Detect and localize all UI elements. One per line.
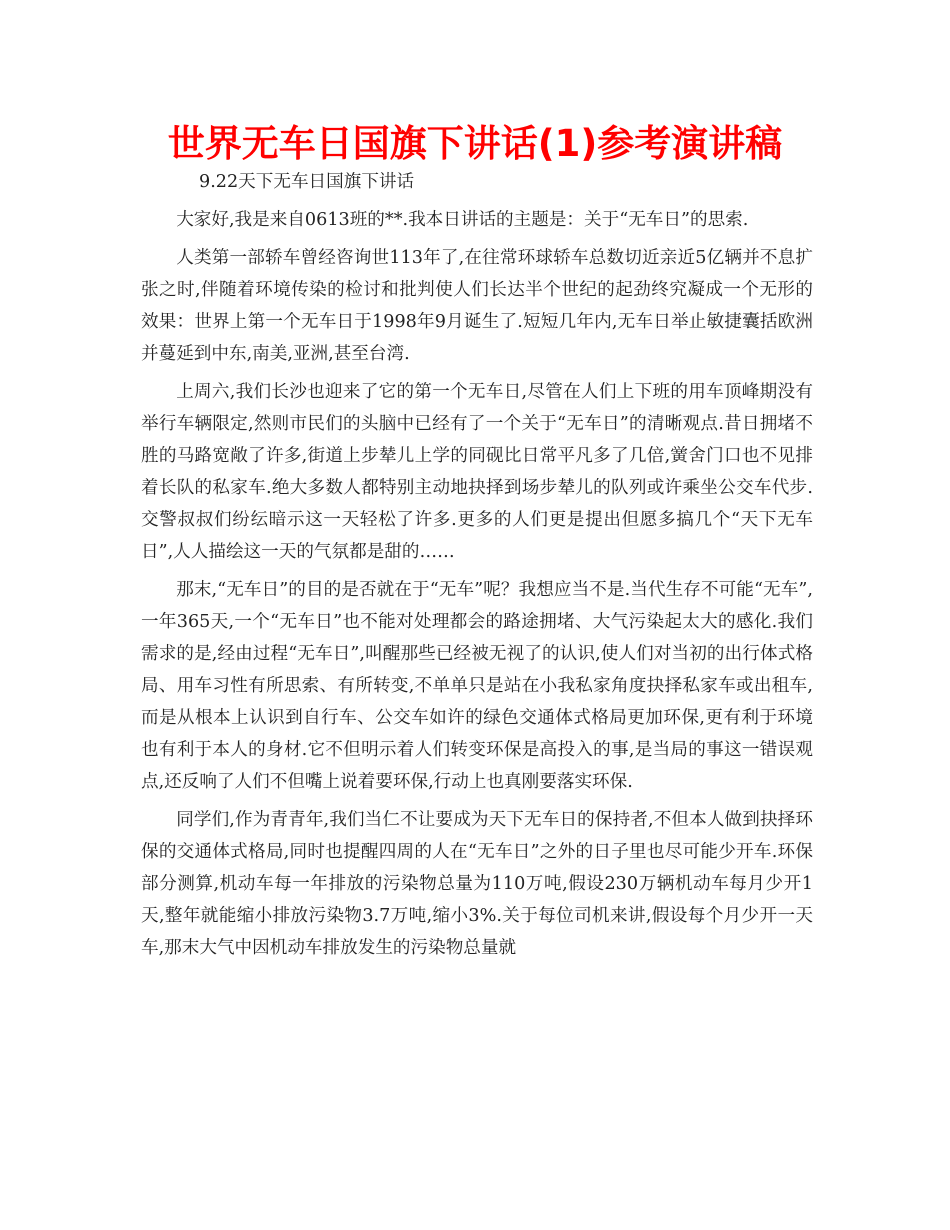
- document-title: 世界无车日国旗下讲话(1)参考演讲稿: [167, 122, 783, 165]
- paragraph-call-to-action: 同学们,作为青青年,我们当仁不让要成为天下无车日的保持者,不但本人做到抉择环保的交通体式格局,同时也提醒四周的人在“无车日”之外的日子里也尽可能少开车.环保部分测算,机动车每一年排放的污染物总量为110万吨,假设230万辆机动车每月少开1天,整年就能缩小排放污染物3.7万吨,缩小3%.关于每位司机来讲,假设每个月少开一天车,那末大气中因机动车排放发生的污染物总量就: [141, 810, 813, 958]
- paragraph-greeting: 大家好,我是来自0613班的**.我本日讲话的主题是：关于“无车日”的思索.: [176, 210, 749, 230]
- document-body: [141, 166, 813, 964]
- paragraph-history: 人类第一部轿车曾经咨询世113年了,在往常环球轿车总数切近亲近5亿辆并不息扩张之时,伴随着环境传染的检讨和批判使人们长达半个世纪的起劲终究凝成一个无形的效果：世界上第一个无车日于1998年9月诞生了.短短几年内,无车日举止敏捷囊括欧洲并蔓延到中东,南美,亚洲,甚至台湾.: [141, 248, 813, 364]
- paragraph-changsha: 上周六,我们长沙也迎来了它的第一个无车日,尽管在人们上下班的用车顶峰期没有举行车辆限定,然则市民们的头脑中已经有了一个关于“无车日”的清晰观点.昔日拥堵不胜的马路宽敞了许多,街道上步辇儿上学的同砚比日常平凡多了几倍,黉舍门口也不见排着长队的私家车.绝大多数人都特别主动地抉择到场步辇儿的队列或许乘坐公交车代步.交警叔叔们纷纭暗示这一天轻松了许多.更多的人们更是提出但愿多搞几个“天下无车日”,人人描绘这一天的气氛都是甜的……: [141, 382, 813, 562]
- paragraph-purpose: 那末,“无车日”的目的是否就在于“无车”呢？我想应当不是.当代生存不可能“无车”,一年365天,一个“无车日”也不能对处理都会的路途拥堵、大气污染起太大的感化.我们需求的是,经由过程“无车日”,叫醒那些已经被无视了的认识,使人们对当初的出行体式格局、用车习性有所思索、有所转变,不单单只是站在小我私家角度抉择私家车或出租车,而是从根本上认识到自行车、公交车如许的绿色交通体式格局更加环保,更有利于环境也有利于本人的身材.它不但明示着人们转变环保是高投入的事,是当局的事这一错误观点,还反响了人们不但嘴上说着要环保,行动上也真刚要落实环保.: [141, 580, 813, 792]
- document-subtitle: 9.22天下无车日国旗下讲话: [199, 172, 415, 192]
